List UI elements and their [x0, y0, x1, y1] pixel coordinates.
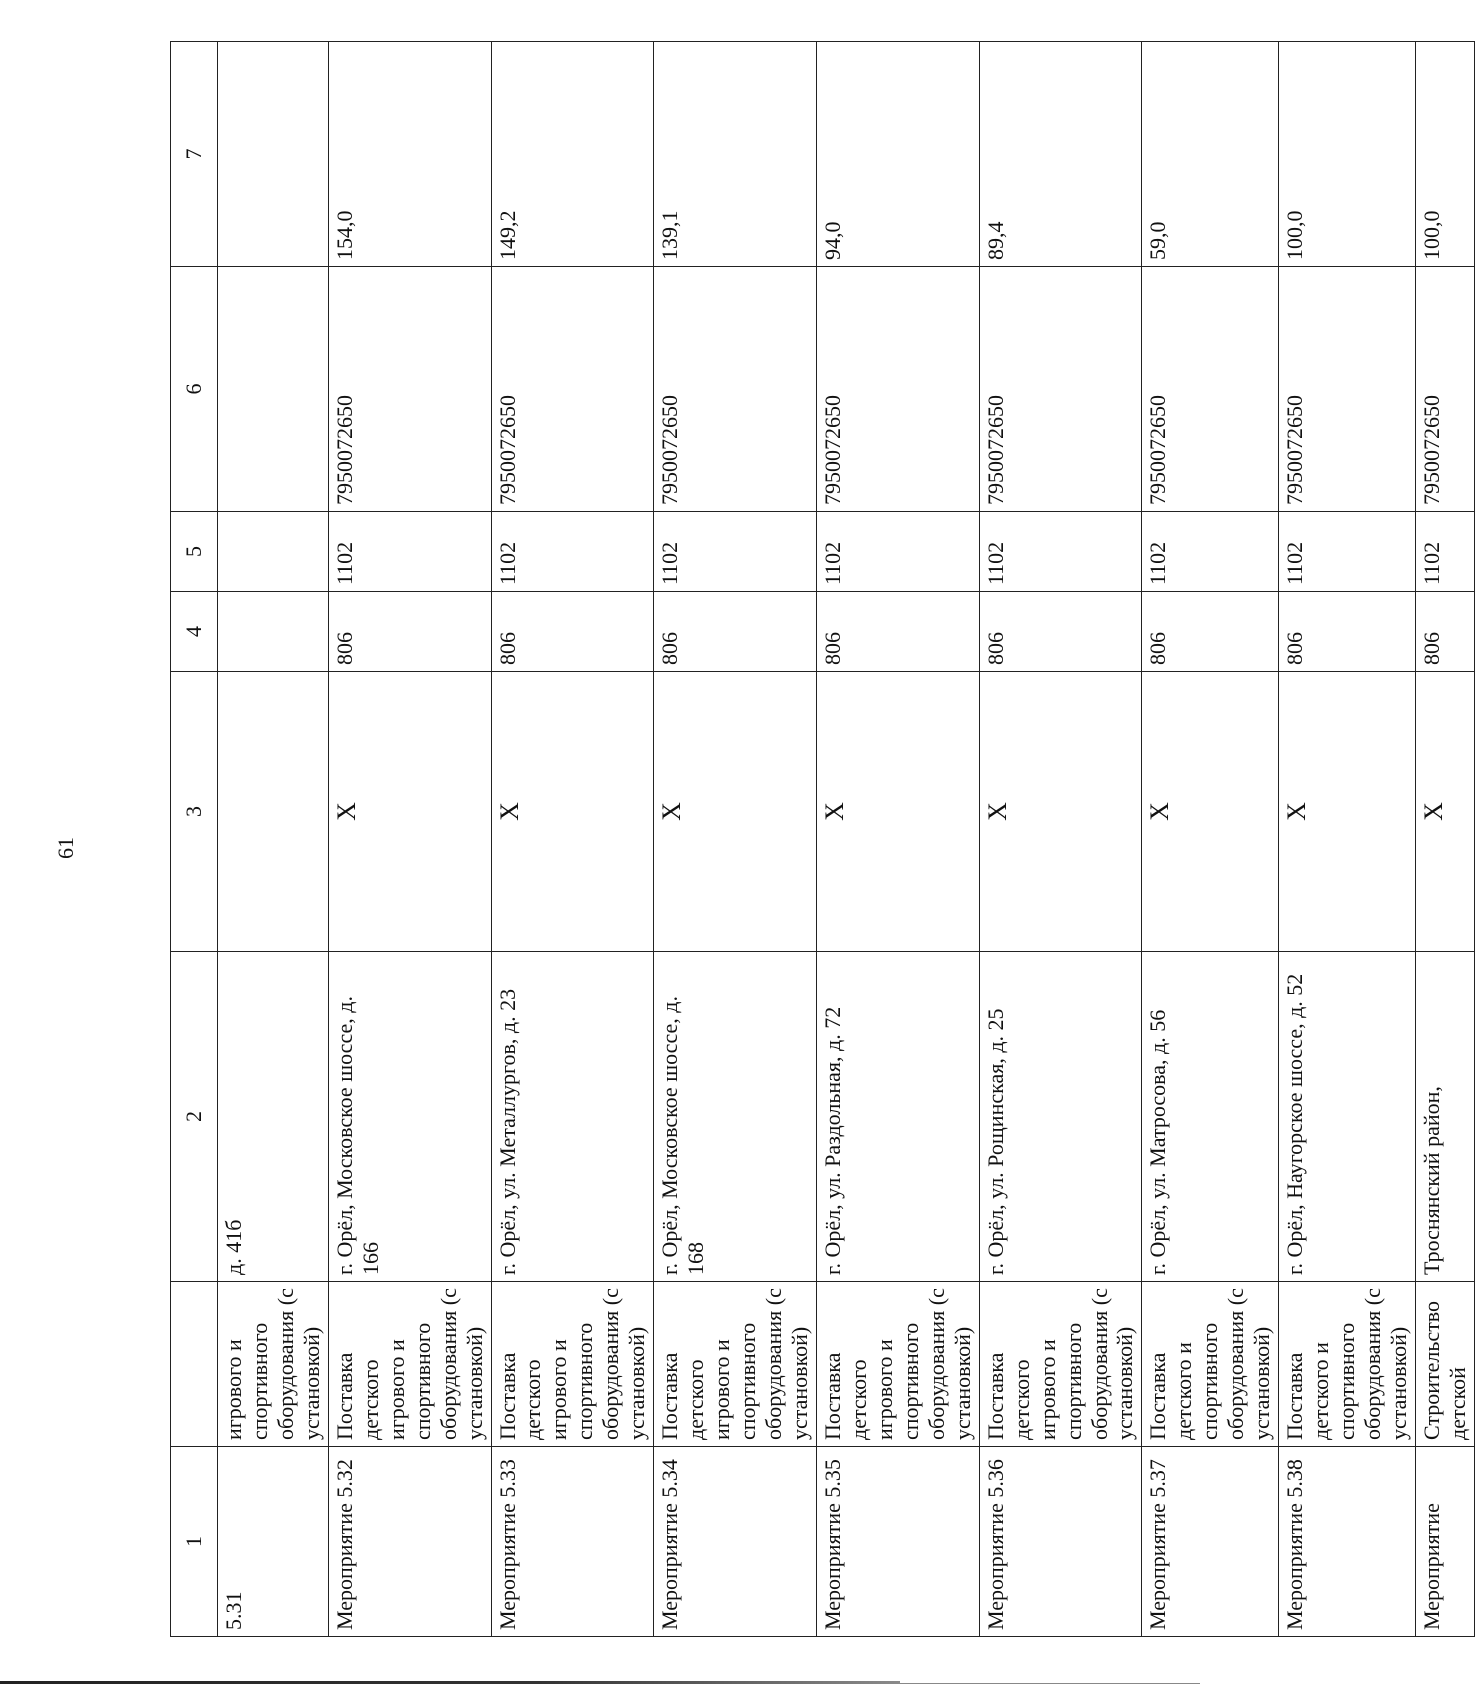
cell-col-1: Мероприятие 5.34 — [654, 1447, 817, 1637]
cell-col-4 — [218, 592, 329, 672]
table-row — [1142, 42, 1279, 1637]
cell-col-3: Х — [1279, 672, 1416, 952]
table-container — [170, 42, 1470, 1637]
page-number: 61 — [53, 837, 78, 859]
cell-col-1: Мероприятие 5.38 — [1279, 1447, 1416, 1637]
cell-col-1: Мероприятие 5.36 — [979, 1447, 1142, 1637]
cell-col-1: Мероприятие — [1415, 1447, 1474, 1637]
table-row — [979, 42, 1142, 1637]
cell-col-6 — [218, 267, 329, 512]
table-row — [1415, 42, 1474, 1637]
cell-col-7: 154,0 — [328, 42, 491, 267]
cell-col-5: 1102 — [1142, 512, 1279, 592]
cell-col-2b: г. Орёл, Московское шоссе, д. 168 — [654, 952, 817, 1282]
cell-col-4: 806 — [816, 592, 979, 672]
table-row — [816, 42, 979, 1637]
cell-col-2b: г. Орёл, ул. Матросова, д. 56 — [1142, 952, 1279, 1282]
cell-col-3: Х — [816, 672, 979, 952]
cell-col-7: 139,1 — [654, 42, 817, 267]
scan-border-line-faint — [900, 1683, 1200, 1684]
cell-col-6: 7950072650 — [1279, 267, 1416, 512]
table-header-row — [171, 42, 218, 1637]
header-cell: 1 — [171, 1447, 218, 1637]
cell-col-3: Х — [654, 672, 817, 952]
cell-col-2a: Поставка детского игрового и спортивного оборудования (с установкой) — [654, 1282, 817, 1447]
cell-col-2a: Поставка детского игрового и спортивного оборудования (с установкой) — [816, 1282, 979, 1447]
cell-col-5: 1102 — [328, 512, 491, 592]
cell-col-6: 7950072650 — [979, 267, 1142, 512]
cell-col-5: 1102 — [1279, 512, 1416, 592]
cell-col-7: 100,0 — [1279, 42, 1416, 267]
cell-col-2b: г. Орёл, Московское шоссе, д. 166 — [328, 952, 491, 1282]
cell-col-3: Х — [1415, 672, 1474, 952]
cell-col-3: Х — [1142, 672, 1279, 952]
scan-border-line — [0, 1681, 900, 1684]
table-row — [328, 42, 491, 1637]
cell-col-3: Х — [491, 672, 654, 952]
cell-col-1: Мероприятие 5.32 — [328, 1447, 491, 1637]
cell-col-3: Х — [328, 672, 491, 952]
budget-table — [170, 41, 1475, 1637]
cell-col-4: 806 — [654, 592, 817, 672]
cell-col-2b: д. 41б — [218, 952, 329, 1282]
cell-col-6: 7950072650 — [1142, 267, 1279, 512]
cell-col-4: 806 — [1415, 592, 1474, 672]
cell-col-7: 89,4 — [979, 42, 1142, 267]
cell-col-2a: Поставка детского игрового и спортивного оборудования (с установкой) — [979, 1282, 1142, 1447]
header-cell: 5 — [171, 512, 218, 592]
cell-col-2b: г. Орёл, ул. Рощинская, д. 25 — [979, 952, 1142, 1282]
table-row — [491, 42, 654, 1637]
cell-col-7: 100,0 — [1415, 42, 1474, 267]
cell-col-4: 806 — [328, 592, 491, 672]
cell-col-7: 149,2 — [491, 42, 654, 267]
cell-col-2a: Поставка детского и спортивного оборудования (с установкой) — [1142, 1282, 1279, 1447]
table-row — [654, 42, 817, 1637]
cell-col-4: 806 — [1142, 592, 1279, 672]
cell-col-1: Мероприятие 5.37 — [1142, 1447, 1279, 1637]
cell-col-4: 806 — [491, 592, 654, 672]
header-cell: 4 — [171, 592, 218, 672]
cell-col-5: 1102 — [654, 512, 817, 592]
cell-col-5: 1102 — [1415, 512, 1474, 592]
cell-col-2a: игрового и спортивного оборудования (с установкой) — [218, 1282, 329, 1447]
cell-col-7: 59,0 — [1142, 42, 1279, 267]
cell-col-2b: г. Орёл, ул. Раздольная, д. 72 — [816, 952, 979, 1282]
cell-col-7: 94,0 — [816, 42, 979, 267]
header-cell — [171, 1282, 218, 1447]
table-row — [218, 42, 329, 1637]
cell-col-4: 806 — [1279, 592, 1416, 672]
cell-col-6: 7950072650 — [1415, 267, 1474, 512]
cell-col-6: 7950072650 — [816, 267, 979, 512]
cell-col-2b: г. Орёл, Наугорское шоссе, д. 52 — [1279, 952, 1416, 1282]
header-cell: 3 — [171, 672, 218, 952]
cell-col-2a: Поставка детского и спортивного оборудования (с установкой) — [1279, 1282, 1416, 1447]
header-cell: 2 — [171, 952, 218, 1282]
cell-col-2b: Троснянский район, — [1415, 952, 1474, 1282]
cell-col-6: 7950072650 — [654, 267, 817, 512]
cell-col-1: Мероприятие 5.35 — [816, 1447, 979, 1637]
cell-col-2a: Поставка детского игрового и спортивного оборудования (с установкой) — [491, 1282, 654, 1447]
cell-col-3 — [218, 672, 329, 952]
table-row — [1279, 42, 1416, 1637]
cell-col-5: 1102 — [816, 512, 979, 592]
cell-col-2a: Поставка детского игрового и спортивного оборудования (с установкой) — [328, 1282, 491, 1447]
header-cell: 6 — [171, 267, 218, 512]
cell-col-6: 7950072650 — [328, 267, 491, 512]
cell-col-2b: г. Орёл, ул. Металлургов, д. 23 — [491, 952, 654, 1282]
cell-col-6: 7950072650 — [491, 267, 654, 512]
cell-col-2a: Строительство детской — [1415, 1282, 1474, 1447]
cell-col-5: 1102 — [491, 512, 654, 592]
cell-col-4: 806 — [979, 592, 1142, 672]
header-cell: 7 — [171, 42, 218, 267]
cell-col-5: 1102 — [979, 512, 1142, 592]
cell-col-5 — [218, 512, 329, 592]
cell-col-7 — [218, 42, 329, 267]
cell-col-1: Мероприятие 5.33 — [491, 1447, 654, 1637]
cell-col-1: 5.31 — [218, 1447, 329, 1637]
cell-col-3: Х — [979, 672, 1142, 952]
